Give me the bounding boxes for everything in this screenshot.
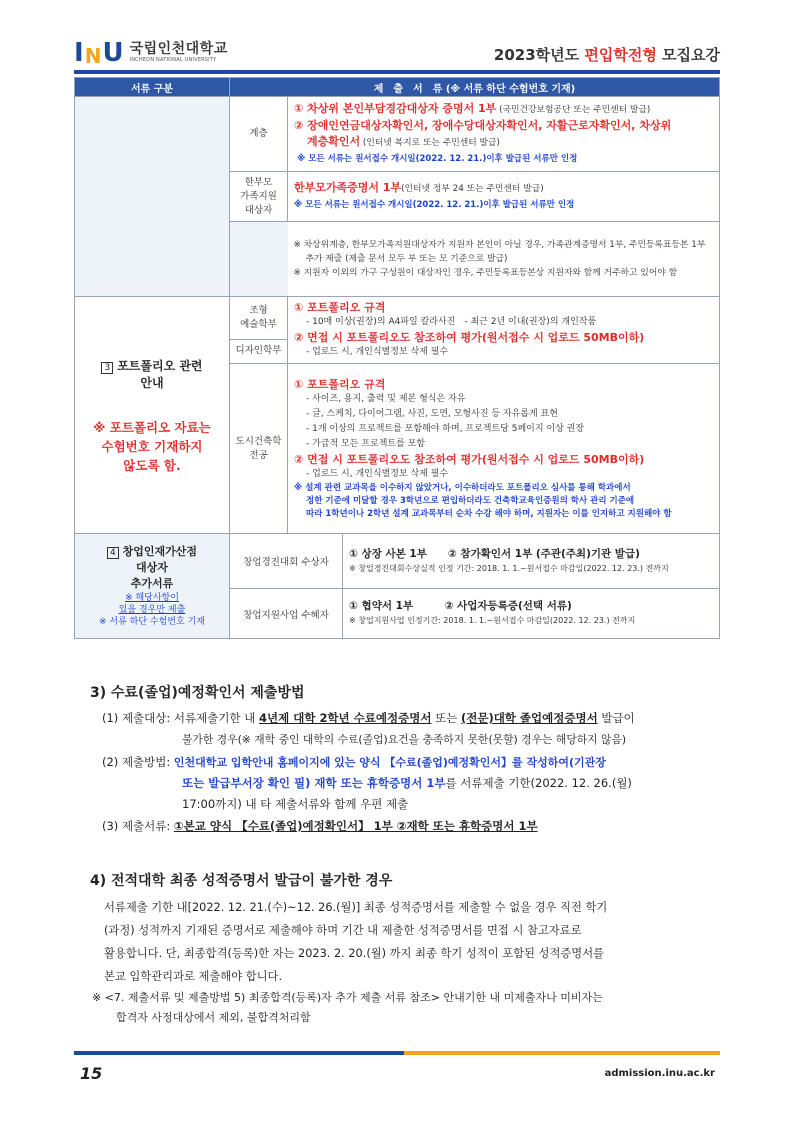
row-label-support: 창업지원사업 수혜자 bbox=[230, 589, 343, 639]
document-title: 2023학년도 편입학전형 모집요강 bbox=[493, 46, 720, 64]
section3-item3: (3) 제출서류: ①본교 양식 【수료(졸업)예정확인서】 1부 ②재학 또는 휴학증명서 1부 bbox=[102, 819, 538, 833]
page-number: 15 bbox=[80, 1064, 103, 1083]
section3-title: 3) 수료(졸업)예정확인서 제출방법 bbox=[90, 685, 305, 701]
documents-table bbox=[74, 77, 720, 639]
row-content-hanbumo: 한부모가족증명서 1부(인터넷 정부 24 또는 주민센터 발급) ※ 모든 서류는 원서접수 개시일(2022. 12. 21.)이후 발급된 서류만 인정 bbox=[288, 172, 720, 222]
logo-letter-n: N bbox=[84, 44, 102, 68]
row-label-hanbumo: 한부모 가족지원 대상자 bbox=[230, 172, 288, 222]
logo-english-name: INCHEON NATIONAL UNIVERSITY bbox=[129, 57, 217, 63]
row-content-contest: ① 상장 사본 1부 ② 참가확인서 1부 (주관(주최)기관 발급) ※ 창업경진대회수상실적 인정 기간: 2018. 1. 1.~원서접수 마감일(2022. 12. 23.) 전까지 bbox=[343, 534, 720, 589]
title-highlight: 편입학전형 bbox=[584, 46, 657, 64]
col-header-documents: 제 출 서 류 (※ 서류 하단 수험번호 기재) bbox=[230, 78, 720, 97]
university-logo bbox=[74, 40, 228, 68]
category-blank-cell bbox=[75, 97, 230, 297]
row-label-contest: 창업경진대회 수상자 bbox=[230, 534, 343, 589]
footer-rule bbox=[74, 1051, 720, 1055]
row-label-architecture: 도시건축학 전공 bbox=[230, 364, 288, 534]
row-label-art: 조형 예술학부 bbox=[230, 297, 288, 340]
header-rule bbox=[74, 70, 720, 74]
portfolio-category-cell: 3 포트폴리오 관련 안내 ※ 포트폴리오 자료는 수험번호 기재하지 않도록 함. bbox=[75, 297, 230, 534]
logo-letter-u: U bbox=[102, 38, 124, 68]
row-common-notes: ※ 차상위계층, 한부모가족지원대상자가 지원자 본인이 아닐 경우, 가족관계증명서 1부, 주민등록표등본 1부 추가 제출 (제출 문서 모두 부 또는 모 기준으로 발급) ※ 지원자 이외의 가구 구성원이 대상자인 경우, 주민등록표등본상 지원자와 함께 거주하고 있어야 함 bbox=[288, 222, 720, 297]
section4-body: 서류제출 기한 내[2022. 12. 21.(수)~12. 26.(월)] 최종 성적증명서를 제출할 수 없을 경우 직전 학기 (과정) 성적까지 기재된 증명서로 제출해야 하며 기간 내 제출한 성적증명서를 면접 시 참고자료로 활용합니다. 단, 최종합격(등록)한 자는 2023. 2. 20.(월) 까지 최종 학기 성적이 포함된 성적증명서를 본교 입학관리과로 제출해야 합니다. bbox=[104, 901, 608, 983]
inu-logo-mark bbox=[74, 40, 124, 66]
notes-blank-cell bbox=[230, 222, 288, 297]
row-content-architecture: ① 포트폴리오 규격 - 사이즈, 용지, 출력 및 제본 형식은 자유 - 글, 스케치, 다이어그램, 사진, 도면, 모형사진 등 자유롭게 표현 - 1개 이상의 프로젝트를 포함해야 하며, 프로젝트당 5페이지 이상 권장 - 가급적 모든 프로젝트를 포함 ② 면접 시 포트폴리오도 참조하여 평가(원서접수 시 업로드 50MB이하) - 업로드 시, 개인식별정보 삭제 필수 ※ 설계 관련 교과목을 이수하지 않았거나, 이수하더라도 포트폴리오 심사를 통해 학과에서 정한 기준에 미달할 경우 3학년으로 편입하더라도 건축학교육인증원의 학사 관리 기준에 따라 1학년이나 2학년 설계 교과목부터 순차 수강 해야 하며, 지원자는 이를 인지하고 지원해야 함 bbox=[288, 364, 720, 534]
website-link[interactable]: admission.inu.ac.kr bbox=[604, 1068, 715, 1079]
section3-item2: (2) 제출방법: 인천대학교 입학안내 홈페이지에 있는 양식 【수료(졸업)예정확인서】를 작성하여(기관장 또는 발급부서장 확인 필) 재학 또는 휴학증명서 1부를 서류제출 기한(2022. 12. 26.(월) 17:00까지) 내 타 제출서류와 함께 우편 제출 bbox=[102, 755, 632, 811]
row-content-art-design: ① 포트폴리오 규격 - 10매 이상(권장)의 A4파일 칼라사진 - 최근 2년 이내(권장)의 개인작품 ② 면접 시 포트폴리오도 참조하여 평가(원서접수 시 업로드 50MB이하) - 업로드 시, 개인식별정보 삭제 필수 bbox=[288, 297, 720, 364]
col-header-category: 서류 구분 bbox=[75, 78, 230, 97]
row-label-gyecheung: 계층 bbox=[230, 97, 288, 172]
section4-note: ※ <7. 제출서류 및 제출방법 5) 최종합격(등록)자 추가 제출 서류 참조> 안내기한 내 미제출자나 미비자는 합격자 사정대상에서 제외, 불합격처리함 bbox=[92, 991, 603, 1024]
section3-item1: (1) 제출대상: 서류제출기한 내 4년제 대학 2학년 수료예정증명서 또는 (전문)대학 졸업예정증명서 발급이 불가한 경우(※ 재학 중인 대학의 수료(졸업)요건을 충족하지 못한(못할) 경우는 해당하지 않음) bbox=[102, 711, 635, 746]
logo-letter-i: I bbox=[74, 38, 84, 68]
logo-korean-name: 국립인천대학교 bbox=[129, 41, 228, 57]
row-content-gyecheung: ① 차상위 본인부담경감대상자 증명서 1부 (국민건강보험공단 또는 주민센터 발급) ② 장애인연금대상자확인서, 장애수당대상자확인서, 자활근로자확인서, 차상위 계층확인서 (인터넷 복지로 또는 주민센터 발급) ※ 모든 서류는 원서접수 개시일(2022. 12. 21.)이후 발급된 서류만 인정 bbox=[288, 97, 720, 172]
startup-category-cell: 4 창업인재가산점 대상자 추가서류 ※ 해당사항이 있을 경우만 제출 ※ 서류 하단 수험번호 기재 bbox=[75, 534, 230, 639]
section-number-box: 3 bbox=[101, 362, 113, 374]
row-label-design: 디자인학부 bbox=[230, 339, 288, 363]
section4-title: 4) 전적대학 최종 성적증명서 발급이 불가한 경우 bbox=[90, 873, 393, 889]
page-header bbox=[74, 38, 720, 70]
row-content-support: ① 협약서 1부 ② 사업자등록증(선택 서류) ※ 창업지원사업 인정기간: 2018. 1. 1.~원서접수 마감일(2022. 12. 23.) 전까지 bbox=[343, 589, 720, 639]
